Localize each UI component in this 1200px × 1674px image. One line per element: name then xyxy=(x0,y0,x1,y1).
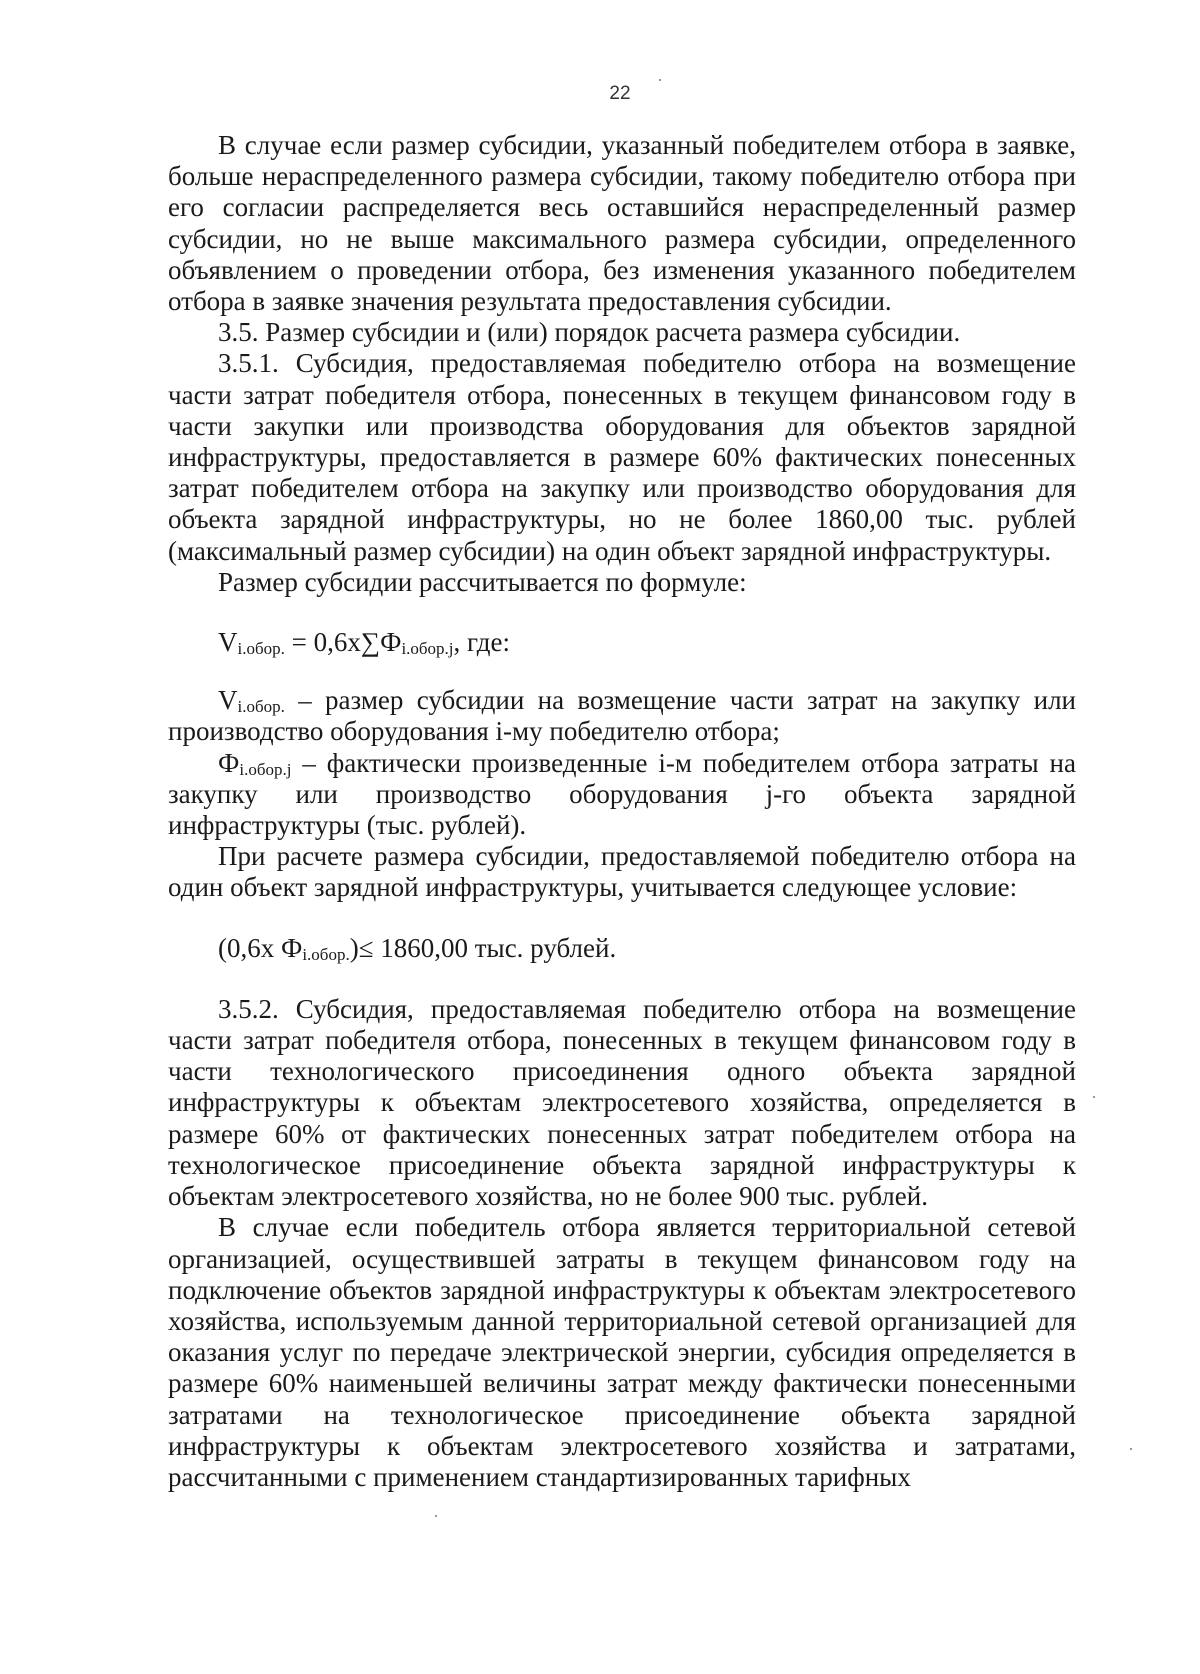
formula-middle: = 0,6х∑Ф xyxy=(284,627,402,658)
formula-condition xyxy=(168,933,1076,964)
definition-phi-text: – фактически произведенные i-м победителем отбора затраты на закупку или производство оборудования j-го объекта зарядной инфраструктуры (тыс. рублей). xyxy=(168,747,1076,841)
definition-v-symbol: V xyxy=(218,685,238,716)
paragraph-section-3-5-1: 3.5.1. Субсидия, предоставляемая победителю отбора на возмещение части затрат победителя отбора, понесенных в текущем финансовом году в части закупки или производства оборудования для объектов зарядной инфраструктуры, предоставляется в размере 60% фактических понесенных затрат победителем отбора на закупку или производство оборудования для объекта зарядной инфраструктуры, но не более 1860,00 тыс. рублей (максимальный размер субсидии) на один объект зарядной инфраструктуры. xyxy=(168,348,1076,566)
page-number: 22 xyxy=(609,83,631,104)
definition-v-text: – размер субсидии на возмещение части затрат на закупку или производство оборудования i-му победителю отбора; xyxy=(168,685,1076,747)
definition-v-subscript: i.обор. xyxy=(237,697,285,717)
definition-v xyxy=(168,685,1076,747)
paragraph-formula-intro: Размер субсидии рассчитывается по формуле: xyxy=(218,566,747,597)
scan-speck xyxy=(659,79,661,81)
condition-end: )≤ 1860,00 тыс. рублей. xyxy=(349,932,617,963)
paragraph-section-3-5-2: 3.5.2. Субсидия, предоставляемая победителю отбора на возмещение части затрат победителя отбора, понесенных в текущем финансовом году в части технологического присоединения одного объекта зарядной инфраструктуры к объектам электросетевого хозяйства, определяется в размере 60% от фактических понесенных затрат победителем отбора на технологическое присоединение объекта зарядной инфраструктуры к объектам электросетевого хозяйства, но не более 900 тыс. рублей. xyxy=(168,993,1076,1212)
scan-speck xyxy=(1093,1096,1095,1098)
formula-end: , где: xyxy=(453,627,510,658)
definition-phi xyxy=(168,748,1076,842)
formula-phi-subscript: i.обор.j xyxy=(401,639,454,659)
formula-v-symbol: V xyxy=(218,627,238,658)
condition-phi-subscript: i.обор. xyxy=(302,944,350,964)
scan-speck xyxy=(1130,1448,1132,1450)
paragraph-section-3-5: 3.5. Размер субсидии и (или) порядок расчета размера субсидии. xyxy=(218,317,961,348)
paragraph-subsidy-distribution: В случае если размер субсидии, указанный победителем отбора в заявке, больше нераспределенного размера субсидии, такому победителю отбора при его согласии распределяется весь оставшийся нераспределенный размер субсидии, но не выше максимального размера субсидии, определенного объявлением о проведении отбора, без изменения указанного победителем отбора в заявке значения результата предоставления субсидии. xyxy=(168,130,1076,317)
definition-phi-symbol: Ф xyxy=(218,747,240,778)
body-text-upper xyxy=(168,130,1076,1493)
paragraph-condition-intro: При расчете размера субсидии, предоставляемой победителю отбора на один объект зарядной инфраструктуры, учитывается следующее условие: xyxy=(168,841,1076,903)
scan-speck xyxy=(435,1515,437,1517)
paragraph-grid-organization: В случае если победитель отбора является территориальной сетевой организацией, осуществившей затраты в текущем финансовом году на подключение объектов зарядной инфраструктуры к объектам электросетевого хозяйства, используемым данной территориальной сетевой организацией для оказания услуг по передаче электрической энергии, субсидия определяется в размере 60% наименьшей величины затрат между фактически понесенными затратами на технологическое присоединение объекта зарядной инфраструктуры к объектам электросетевого хозяйства и затратами, рассчитанными с применением стандартизированных тарифных xyxy=(168,1212,1076,1492)
condition-start: (0,6х Ф xyxy=(218,932,303,963)
formula-subsidy xyxy=(168,627,1076,658)
formula-v-subscript: i.обор. xyxy=(237,639,285,659)
definition-phi-subscript: i.обор.j xyxy=(239,759,292,779)
